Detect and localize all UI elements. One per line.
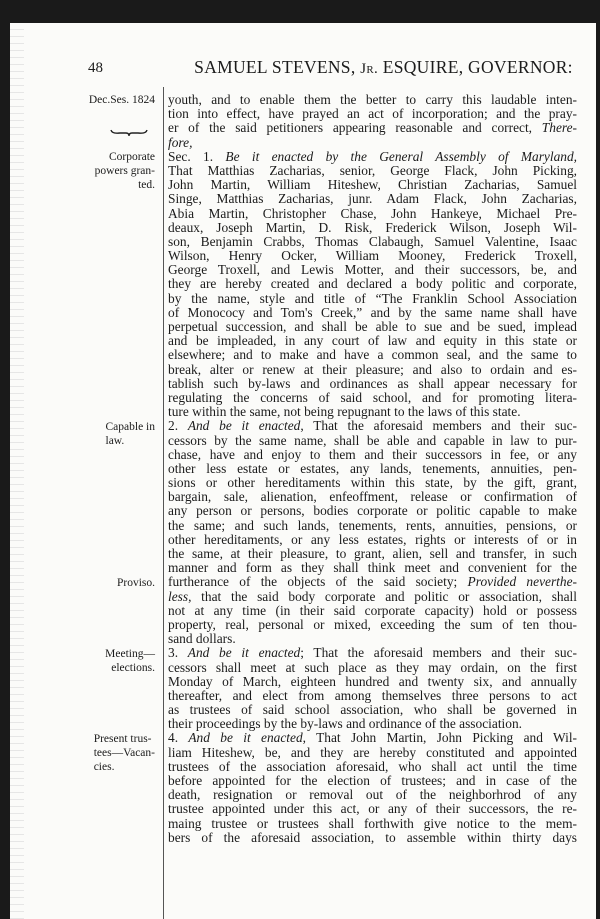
text-segment: elsewhere; and to make and have a common seal, and the same to — [168, 347, 577, 363]
margin-note-line: tees—Vacan- — [93, 747, 155, 760]
text-segment: the same, at their pleasure, to grant, alien, sell and transfer, in such — [168, 546, 577, 561]
italic-segment: less — [168, 588, 189, 604]
text-segment: bers of the aforesaid association, to assemble within thirty days — [168, 829, 577, 845]
text-segment: any person or persons, bodies corporate or politic capable to make — [168, 503, 577, 519]
text-segment: , that the said body corporate and politic or association, shall — [188, 588, 577, 604]
text-segment: tablish such by-laws and ordinances as shall appear necessary for — [168, 375, 577, 391]
text-segment: er of the said petitioners appearing reasonable and correct, — [168, 120, 542, 136]
text-segment: That Matthias Zacharias, senior, George Flack, John Picking, — [168, 162, 577, 178]
text-line — [168, 419, 577, 433]
text-line — [168, 306, 577, 320]
text-segment: Sec. 1. — [168, 148, 226, 164]
italic-segment: Be it enacted by the General Assembly of Maryland, — [225, 148, 578, 164]
text-line — [168, 632, 577, 646]
margin-note-line: Corporate — [109, 150, 155, 163]
text-line — [168, 391, 577, 405]
margin-note — [106, 420, 156, 448]
text-line — [168, 462, 577, 476]
text-line — [168, 107, 577, 121]
text-line — [168, 504, 577, 518]
text-line — [168, 831, 577, 845]
running-head-smallcaps: Jr. — [360, 61, 379, 77]
text-segment: deaux, Joseph Martin, D. Risk, Frederick Wilson, Joseph Wil- — [168, 219, 577, 235]
italic-segment: There- — [541, 120, 577, 136]
text-segment: 4. — [168, 730, 189, 746]
text-line — [168, 661, 577, 675]
text-segment: , That the aforesaid members and their suc- — [300, 418, 578, 434]
text-segment: George Troxell, and Lewis Motter, and their successors, be, and — [168, 262, 577, 278]
text-line — [168, 235, 577, 249]
text-line — [168, 277, 577, 291]
text-segment: sions or other hereditaments within this state, by the gift, grant, — [168, 475, 577, 491]
text-segment: property, real, personal or mixed, exceeding the sum of ten thou- — [168, 616, 577, 632]
margin-note — [105, 647, 155, 675]
text-line — [168, 575, 577, 589]
text-line — [168, 561, 577, 575]
text-line — [168, 604, 577, 618]
column-rule — [163, 87, 164, 919]
margin-note-line: Meeting— — [105, 647, 155, 660]
italic-segment: fore, — [168, 134, 193, 150]
text-segment: their proceedings by the by-laws and ordinance of the association. — [168, 716, 522, 732]
text-line — [168, 703, 577, 717]
text-segment: the same; and such lands, tenements, rents, annuities, pensions, or — [168, 517, 577, 533]
text-segment: cessors shall meet at such place as they may ordain, on the first — [168, 659, 577, 675]
text-segment: as trustees of said school association, who shall be governed in — [168, 702, 577, 718]
margin-note-line: cies. — [93, 761, 115, 774]
italic-segment: And be it enacted — [187, 418, 301, 434]
running-head — [190, 57, 577, 78]
text-segment: , That John Martin, John Picking and Wil- — [302, 730, 577, 746]
margin-note — [94, 732, 155, 775]
margin-note-line: Proviso. — [116, 576, 155, 589]
text-segment: 2. — [168, 418, 188, 434]
text-line — [168, 533, 577, 547]
text-segment: break, alter or renew at their pleasure; and also to ordain and es- — [168, 361, 577, 377]
text-line — [168, 817, 577, 831]
text-line — [168, 207, 577, 221]
text-segment: tion into effect, have prayed an act of incorporation; and the pray- — [168, 106, 577, 122]
text-line — [168, 774, 577, 788]
text-segment: of Monococy and Tom's Creek,” and by the same name shall have — [168, 304, 577, 320]
margin-note — [95, 150, 155, 193]
text-line — [168, 320, 577, 334]
text-segment: trustee appointed under this act, or any of their successors, the re- — [168, 801, 577, 817]
text-segment: manner and form as they shall think meet and convenient for the — [168, 560, 577, 576]
text-line — [168, 788, 577, 802]
text-segment: youth, and to enable them the better to carry this laudable inten- — [168, 92, 577, 107]
text-segment: other hereditaments, or any less estates, rights or interests of or in — [168, 531, 577, 547]
margin-note-line: powers gran- — [94, 165, 155, 177]
running-head-part: ESQUIRE, GOVERNOR: — [378, 57, 573, 77]
text-segment: before appointed for the election of trustees; and in case of the — [168, 773, 577, 788]
text-line — [168, 363, 577, 377]
text-line — [168, 178, 577, 192]
text-segment: Singe, Matthias Zacharias, junr. Adam Flack, John Zacharias, — [168, 191, 577, 207]
text-line — [168, 377, 577, 391]
text-segment: Monday of March, eighteen hundred and twenty six, and annually — [168, 673, 577, 689]
body-text — [168, 93, 577, 845]
text-line — [168, 292, 577, 306]
margin-note — [89, 93, 155, 107]
text-segment: bargain, sale, alienation, enfeoffment, release or confirmation of — [168, 489, 577, 505]
text-line — [168, 731, 577, 745]
text-line — [168, 136, 577, 150]
text-line — [168, 121, 577, 135]
margin-note-line: Capable in — [105, 420, 155, 433]
text-segment: Abia Martin, Christopher Chase, John Hankeye, Michael Pre- — [168, 205, 577, 221]
margin-note-line: Dec.Ses. 1824 — [88, 94, 155, 106]
text-line — [168, 476, 577, 490]
text-segment: other less estate or estates, any lands, tenements, annuities, pen- — [168, 460, 577, 476]
text-segment: trustees of the association aforesaid, who shall act until the time — [168, 758, 577, 774]
brace-ornament — [110, 129, 148, 137]
text-segment: son, Benjamin Crabbs, Thomas Clabaugh, Samuel Valentine, Isaac — [168, 233, 577, 249]
text-line — [168, 590, 577, 604]
text-segment: and be impleaded, in any court of law and equity in this state or — [168, 333, 577, 349]
text-line — [168, 263, 577, 277]
text-line — [168, 448, 577, 462]
text-line — [168, 689, 577, 703]
page-number: 48 — [88, 60, 103, 76]
margin-note-line: law. — [105, 434, 125, 447]
text-line — [168, 717, 577, 731]
text-segment: liam Hiteshew, be, and they are hereby constituted and appointed — [168, 744, 577, 760]
margin-note-line: Present trus- — [93, 733, 152, 745]
text-line — [168, 334, 577, 348]
italic-segment: And be it enacted — [187, 645, 301, 661]
italic-segment: And be it enacted — [188, 730, 303, 746]
text-line — [168, 618, 577, 632]
text-line — [168, 93, 577, 107]
text-segment: chase, have and enjoy to them and their successors in fee, or any — [168, 446, 577, 462]
text-line — [168, 434, 577, 448]
text-line — [168, 746, 577, 760]
text-segment: maing trustee or trustees shall forthwith give notice to the mem- — [168, 815, 577, 831]
text-segment: perpetual succession, and shall be able to sue and be sued, implead — [168, 319, 577, 334]
text-segment: thereafter, and elect from among themselves three persons to act — [168, 687, 577, 703]
text-segment: death, resignation or removal out of the neighborhrod of any — [168, 787, 577, 803]
text-segment: ; That the aforesaid members and their suc- — [300, 645, 577, 661]
text-segment: ture within the same, not being repugnant to the laws of this state. — [168, 404, 521, 420]
text-line — [168, 760, 577, 774]
text-segment: they are hereby created and declared a body politic and corporate, — [168, 276, 577, 292]
margin-note-line: elections. — [111, 662, 155, 674]
text-segment: regulating the concerns of said school, and for promoting litera- — [168, 389, 577, 405]
text-line — [168, 547, 577, 561]
text-segment: not at any time (in their said corporate capacity) hold or possess — [168, 602, 577, 618]
margin-note-line: ted. — [138, 179, 155, 192]
text-line — [168, 221, 577, 235]
text-line — [168, 802, 577, 816]
document-page — [10, 23, 596, 919]
running-head-part: SAMUEL STEVENS, — [194, 57, 361, 77]
text-line — [168, 150, 577, 164]
text-segment: cessors by the same name, shall be able and capable in law to pur- — [168, 432, 577, 448]
page-gutter — [10, 23, 24, 919]
text-line — [168, 164, 577, 178]
text-segment: by the name, style and title of “The Franklin School Association — [168, 290, 577, 306]
text-line — [168, 405, 577, 419]
text-line — [168, 490, 577, 504]
text-line — [168, 192, 577, 206]
text-line — [168, 646, 577, 660]
text-line — [168, 348, 577, 362]
text-segment: sand dollars. — [168, 631, 236, 647]
text-segment: Wilson, Henry Ocker, William Mooney, Frederick Troxell, — [168, 248, 577, 264]
text-segment: furtherance of the objects of the said society; — [168, 574, 468, 590]
text-line — [168, 249, 577, 263]
text-line — [168, 519, 577, 533]
text-line — [168, 675, 577, 689]
margin-note — [117, 576, 155, 590]
text-segment: John Martin, William Hiteshew, Christian Zacharias, Samuel — [168, 177, 577, 193]
text-segment: 3. — [168, 645, 188, 661]
italic-segment: Provided neverthe- — [467, 574, 577, 590]
